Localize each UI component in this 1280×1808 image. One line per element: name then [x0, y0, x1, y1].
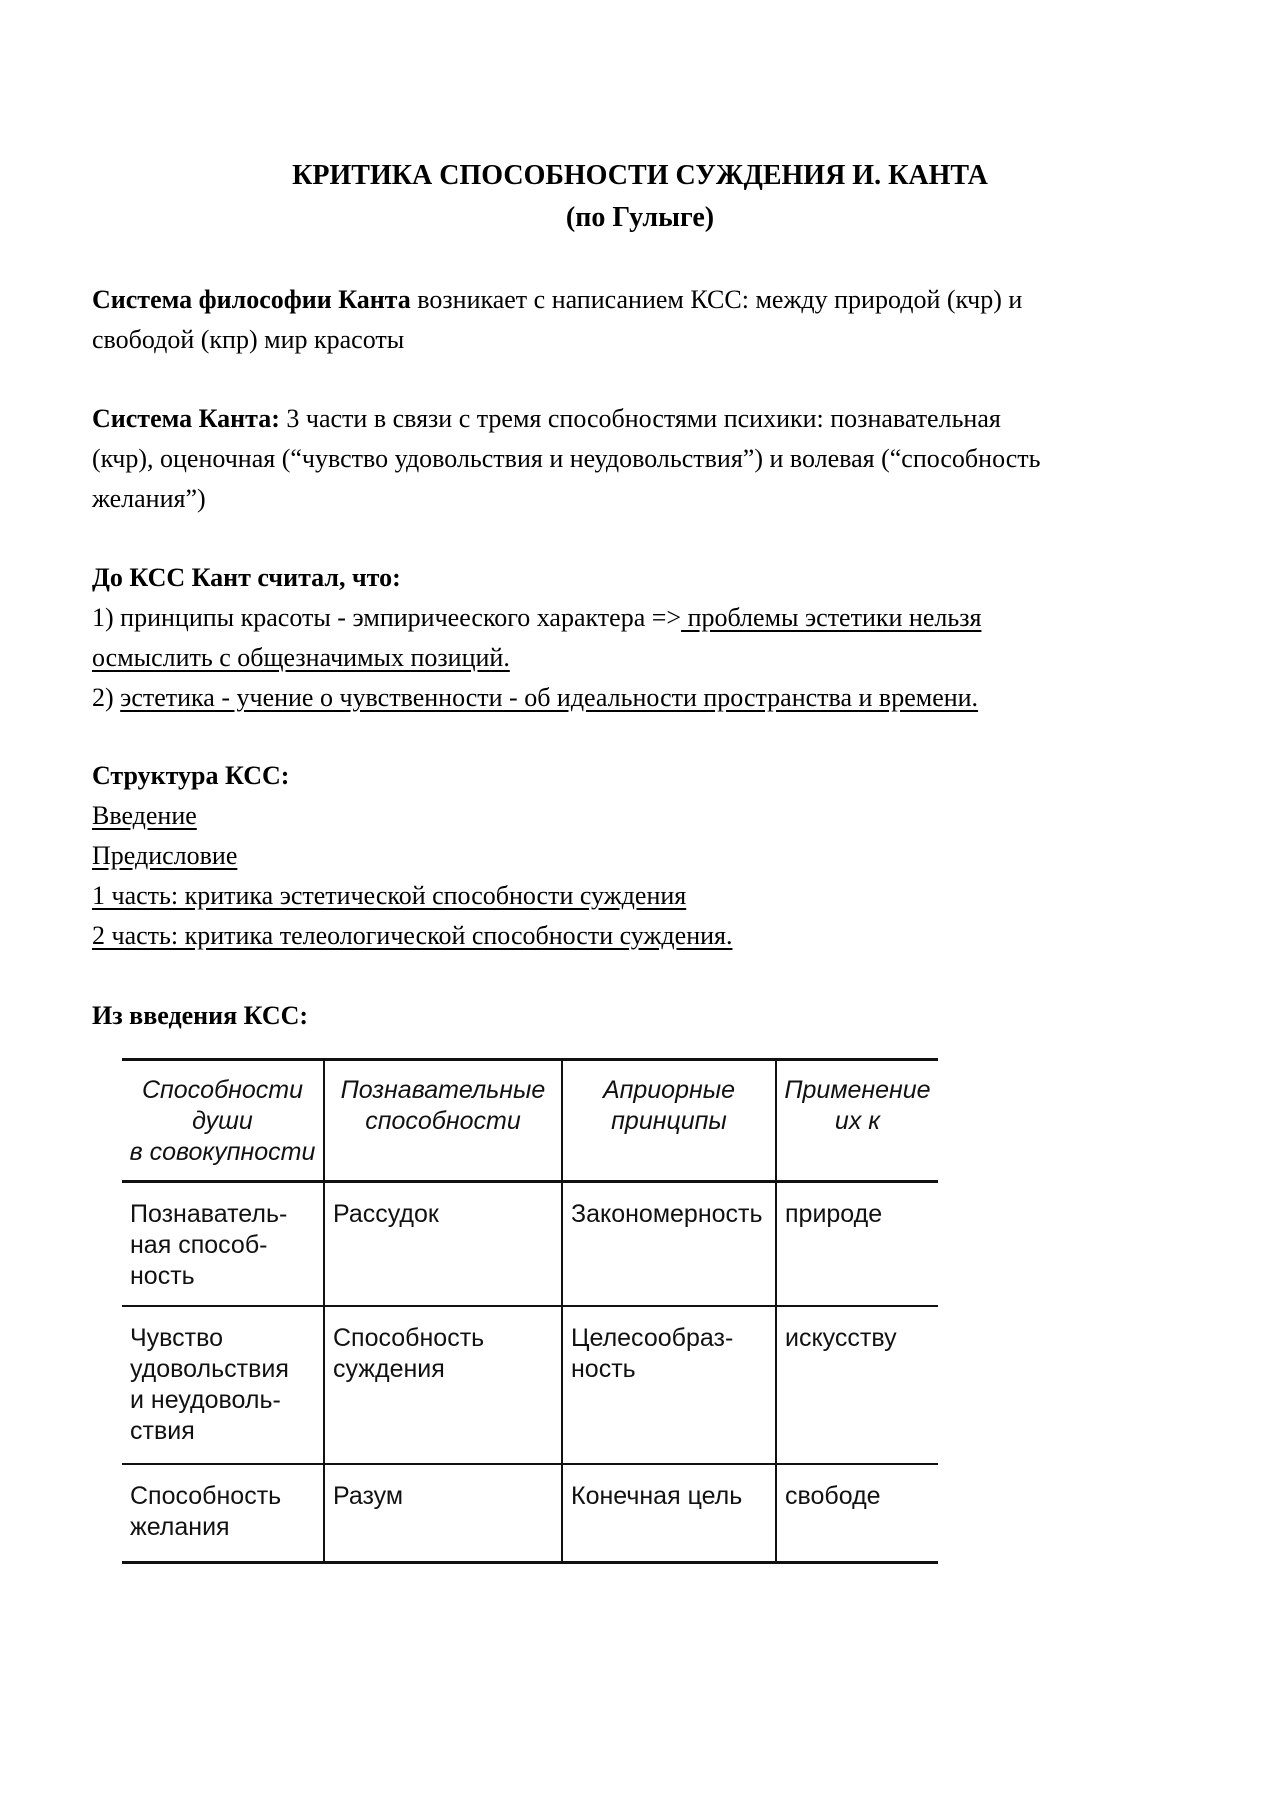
structure-item: Введение: [92, 801, 197, 830]
paragraph-before-critique: [92, 558, 1192, 718]
table-cell: свободе: [776, 1464, 938, 1563]
table-cell: искусству: [776, 1306, 938, 1464]
underlined-text: осмыслить с общезначимых позиций.: [92, 643, 510, 672]
structure-item: 1 часть: критика эстетической способности суждения: [92, 881, 687, 910]
table-cell: Конечная цель: [562, 1464, 776, 1563]
paragraph-text: (кчр), оценочная (“чувство удовольствия и неудовольствия”) и волевая (“способность: [92, 444, 1041, 473]
document-title: КРИТИКА СПОСОБНОСТИ СУЖДЕНИЯ И. КАНТА: [292, 160, 988, 191]
table-row: [122, 1464, 938, 1563]
structure-item: 2 часть: критика телеологической способности суждения.: [92, 921, 733, 950]
paragraph-text: 3 части в связи с тремя способностями психики: познавательная: [279, 404, 1001, 433]
underlined-text: проблемы эстетики нельзя: [681, 603, 982, 632]
table-cell: Закономерность: [562, 1182, 776, 1307]
table-header-cell: Познавательные способности: [324, 1060, 562, 1182]
table-header-cell: Априорные принципы: [562, 1060, 776, 1182]
table-header-cell: Применение их к: [776, 1060, 938, 1182]
paragraph-lead: Система Канта:: [92, 404, 280, 433]
intro-section: [92, 996, 1192, 1036]
paragraph-kant-system-origin: [92, 280, 1192, 360]
faculties-table: [122, 1058, 938, 1564]
paragraph-text: возникает с написанием КСС: между природой (кчр) и: [410, 285, 1023, 314]
paragraph-kant-system-parts: [92, 399, 1192, 519]
table-header-row: [122, 1060, 938, 1182]
section-heading: Структура КСС:: [92, 761, 290, 790]
table-header-cell: Способности души в совокупности: [129, 1076, 316, 1166]
table-row: [122, 1182, 938, 1307]
table-cell: Способность желания: [130, 1482, 282, 1541]
table-cell: Чувство удовольствия и неудоволь- ствия: [130, 1324, 289, 1445]
document-subtitle: (по Гулыге): [565, 202, 715, 233]
paragraph-text: свободой (кпр) мир красоты: [92, 325, 405, 354]
paragraph-text: желания”): [92, 484, 206, 513]
table-cell: Способность суждения: [324, 1306, 562, 1464]
list-item-text: 1) принципы красоты - эмпиричееского характера =>: [92, 603, 682, 632]
table-cell: Целесообраз- ность: [562, 1306, 776, 1464]
table-row: [122, 1306, 938, 1464]
table-cell: Познаватель- ная способ- ность: [130, 1200, 288, 1290]
table-cell: Рассудок: [324, 1182, 562, 1307]
underlined-text: эстетика - учение о чувственности - об идеальности пространства и времени.: [120, 683, 979, 712]
table-cell: природе: [776, 1182, 938, 1307]
list-item-text: 2): [92, 683, 121, 712]
structure-section: [92, 756, 1192, 956]
structure-item: Предисловие: [92, 841, 238, 870]
paragraph-lead: Система философии Канта: [92, 285, 411, 314]
section-heading: Из введения КСС:: [92, 1001, 309, 1030]
section-heading: До КСС Кант считал, что:: [92, 563, 401, 592]
table-cell: Разум: [324, 1464, 562, 1563]
